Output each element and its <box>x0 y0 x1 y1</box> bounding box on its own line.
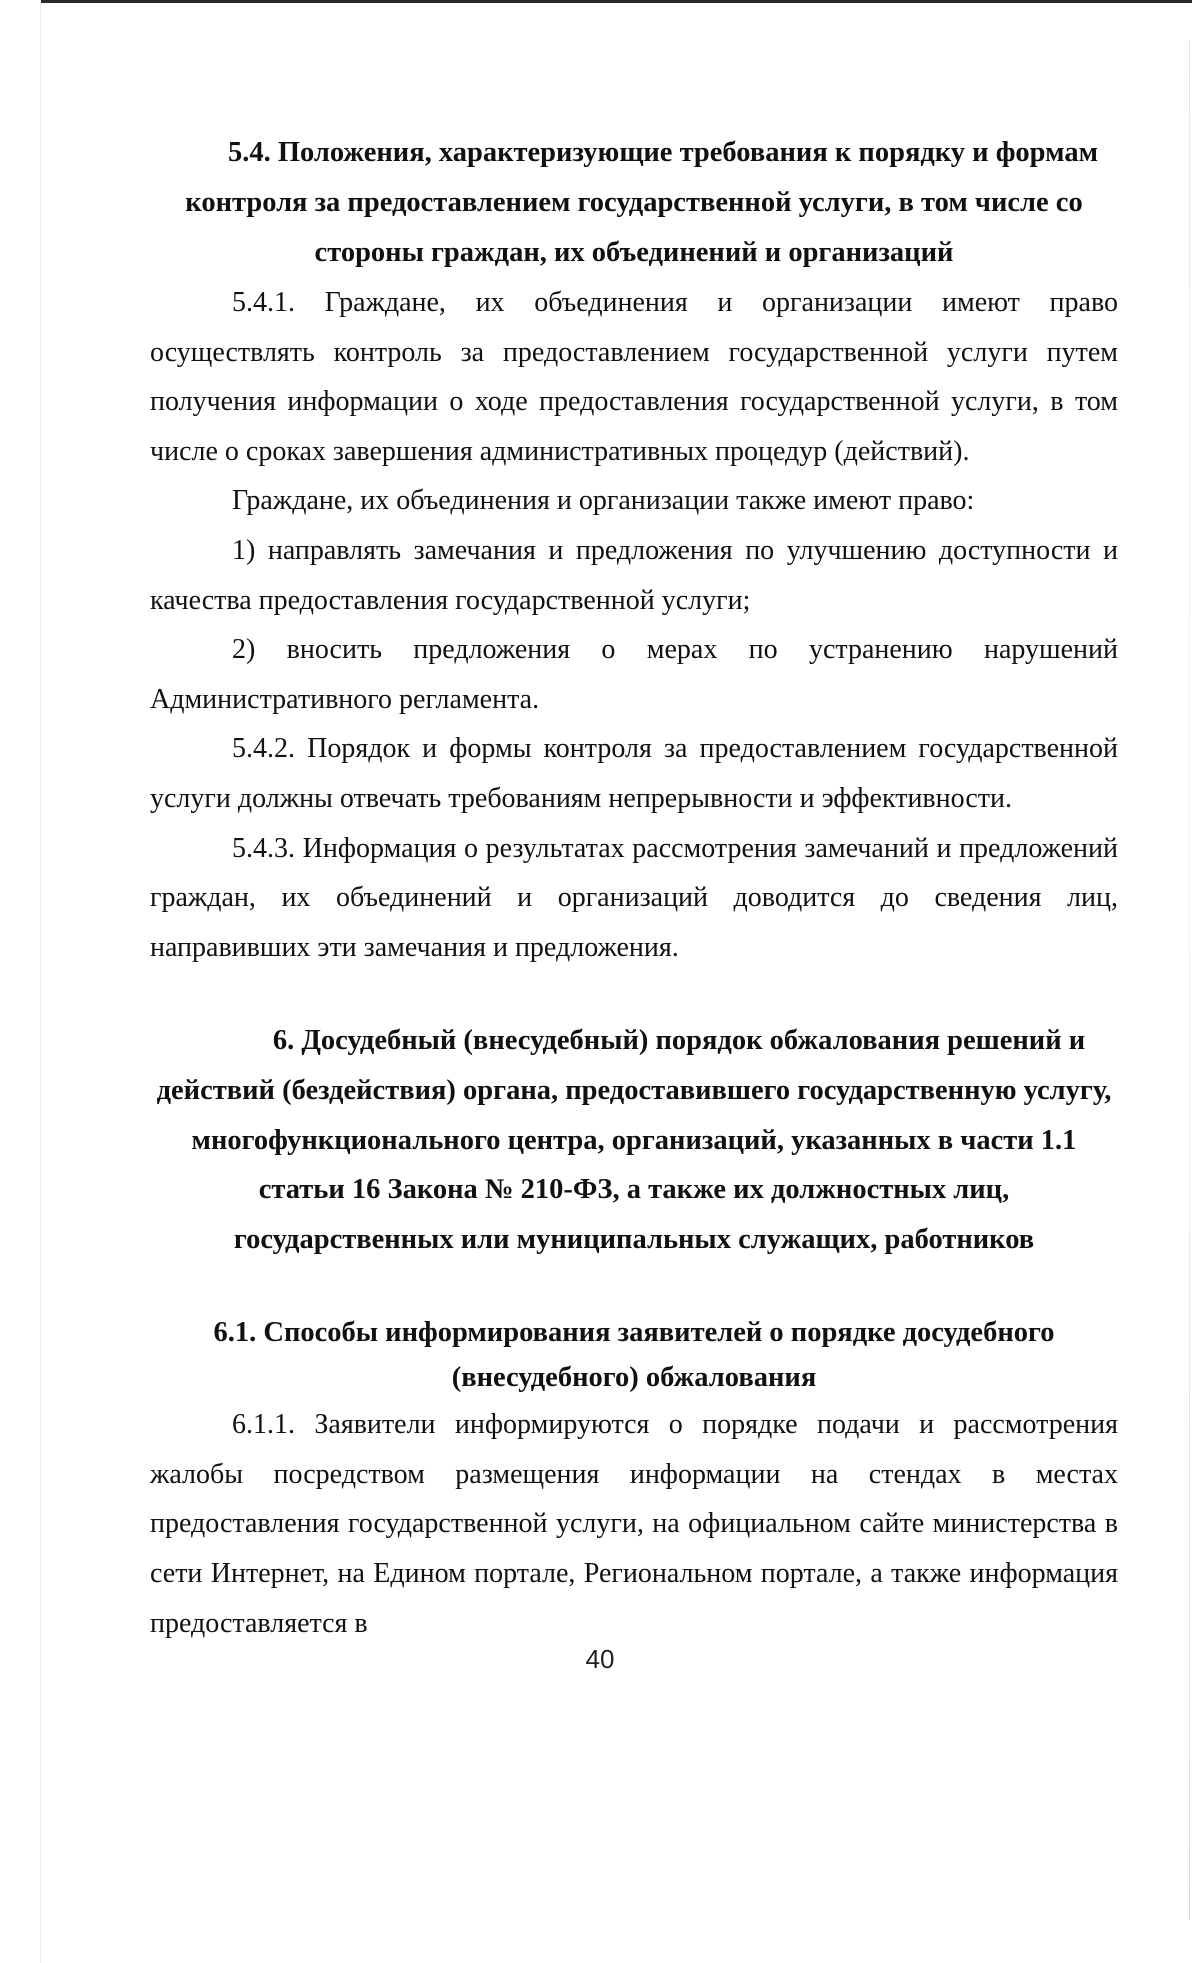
paragraph-right-2: 2) вносить предложения о мерах по устранению нарушений Административного регламента. <box>150 634 1118 715</box>
paragraph-6-1-1: 6.1.1. Заявители информируются о порядке подачи и рассмотрения жалобы посредством размещения информации на стендах в местах предоставления государственной услуги, на официальном сайте министерства в сети Интернет, на Едином портале, Региональном портале, а также информация предоставляется в <box>150 1409 1118 1639</box>
scan-edge-right <box>1189 40 1190 1920</box>
section-6-heading: 6. Досудебный (внесудебный) порядок обжалования решений и действий (бездействия) органа, предоставившего государственную услугу, многофункционального центра, организаций, указанных в части 1.1 статьи 16 Закона № 210-ФЗ, а также их должностных лиц, государственных или муниципальных служащих, работников <box>156 1025 1112 1255</box>
page-number: 40 <box>585 1644 615 1674</box>
top-border-line <box>40 0 1192 3</box>
paragraph-5-4-3: 5.4.3. Информация о результатах рассмотрения замечаний и предложений граждан, их объединений и организаций доводится до сведения лиц, направивших эти замечания и предложения. <box>150 832 1118 963</box>
paragraph-rights-intro: Граждане, их объединения и организации также имеют право: <box>232 485 975 517</box>
paragraph-right-1: 1) направлять замечания и предложения по улучшению доступности и качества предоставления государственной услуги; <box>150 534 1118 616</box>
section-5-4-heading: 5.4. Положения, характеризующие требования к порядку и формам контроля за предоставлением государственной услуги, в том числе со стороны граждан, их объединений и организаций <box>185 137 1098 268</box>
paragraph-5-4-2: 5.4.2. Порядок и формы контроля за предоставлением государственной услуги должны отвечать требованиям непрерывности и эффективности. <box>150 733 1118 814</box>
document-body <box>150 128 1118 1648</box>
section-6-1-heading: 6.1. Способы информирования заявителей о порядке досудебного (внесудебного) обжалования <box>213 1317 1055 1394</box>
paragraph-5-4-1: 5.4.1. Граждане, их объединения и организации имеют право осуществлять контроль за предоставлением государственной услуги путем получения информации о ходе предоставления государственной услуги, в том числе о сроках завершения административных процедур (действий). <box>150 287 1118 467</box>
